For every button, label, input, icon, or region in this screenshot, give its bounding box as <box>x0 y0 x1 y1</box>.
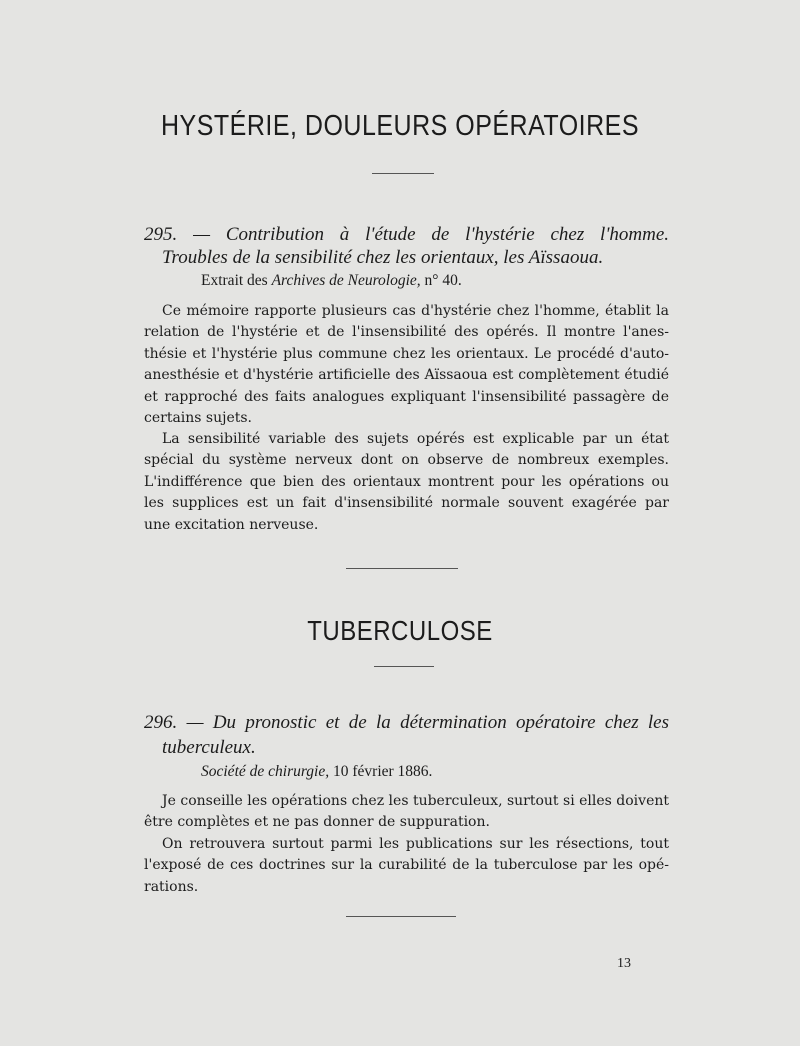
end-divider <box>346 916 456 917</box>
source-suffix: n° 40. <box>424 272 462 289</box>
paragraph-296-1 <box>144 791 669 834</box>
source-prefix: Extrait des <box>201 272 268 289</box>
heading-divider <box>374 666 434 667</box>
paragraph-295-2 <box>144 429 669 536</box>
section-heading-hysterie: HYSTÉRIE, DOULEURS OPÉRATOIRES <box>160 109 640 143</box>
entry-dash: — <box>193 224 210 245</box>
text-line: La sensibilité variable des sujets opérés est explicable par un état <box>162 431 669 447</box>
text-line: thésie et l'hystérie plus commune chez les orientaux. Le procédé d'auto- <box>144 345 669 362</box>
text-line: être complètes et ne pas donner de suppuration. <box>144 814 490 831</box>
text-line: les supplices est un fait d'insensibilité normale souvent exagérée par <box>144 495 669 512</box>
text-line: rations. <box>144 878 199 895</box>
source-suffix: 10 février 1886. <box>333 763 433 780</box>
heading-divider <box>372 173 434 174</box>
entry-dash: — <box>186 712 204 733</box>
page-number: 13 <box>617 956 631 971</box>
entry-296-title-line1 <box>144 711 669 735</box>
text-line: anesthésie et d'hystérie artificielle des Aïssaoua est complètement étudié <box>144 367 669 384</box>
paragraph-295-1 <box>144 301 669 429</box>
entry-number: 295. <box>144 224 178 245</box>
text-line: spécial du système nerveux dont on observe de nombreux exemples. <box>144 452 669 469</box>
entry-295-source <box>201 272 462 290</box>
text-line: relation de l'hystérie et de l'insensibilité des opérés. Il montre l'anes- <box>144 324 669 341</box>
entry-295-title-line2: Troubles de la sensibilité chez les orientaux, les Aïssaoua. <box>162 247 604 268</box>
section-heading-tuberculose: TUBERCULOSE <box>307 615 493 647</box>
entry-number: 296. <box>144 712 178 733</box>
entry-295-title-line1 <box>144 223 669 247</box>
text-line: et rapproché des faits analogues expliquant l'insensibilité passagère de <box>144 388 669 405</box>
text-line: l'exposé de ces doctrines sur la curabilité de la tuberculose par les opé- <box>144 857 669 874</box>
section-divider <box>346 568 458 569</box>
source-journal: Archives de Neurologie, <box>271 272 421 289</box>
text-line: certains sujets. <box>144 410 253 427</box>
text-line: Ce mémoire rapporte plusieurs cas d'hystérie chez l'homme, établit la <box>162 303 669 319</box>
text-line: L'indifférence que bien des orientaux montrent pour les opérations ou <box>144 473 669 490</box>
text-line: Je conseille les opérations chez les tuberculeux, surtout si elles doivent <box>162 793 669 809</box>
text-line: une excitation nerveuse. <box>144 516 319 533</box>
entry-296-title-line2: tuberculeux. <box>162 737 256 758</box>
entry-296-source <box>201 763 432 781</box>
entry-title-text: Contribution à l'étude de l'hystérie chez l'homme. <box>225 224 670 245</box>
entry-title-text: Du pronostic et de la détermination opératoire chez les <box>212 712 670 733</box>
source-journal: Société de chirurgie, <box>201 763 330 780</box>
paragraph-296-2 <box>144 834 669 898</box>
text-line: On retrouvera surtout parmi les publications sur les résections, tout <box>162 836 669 852</box>
